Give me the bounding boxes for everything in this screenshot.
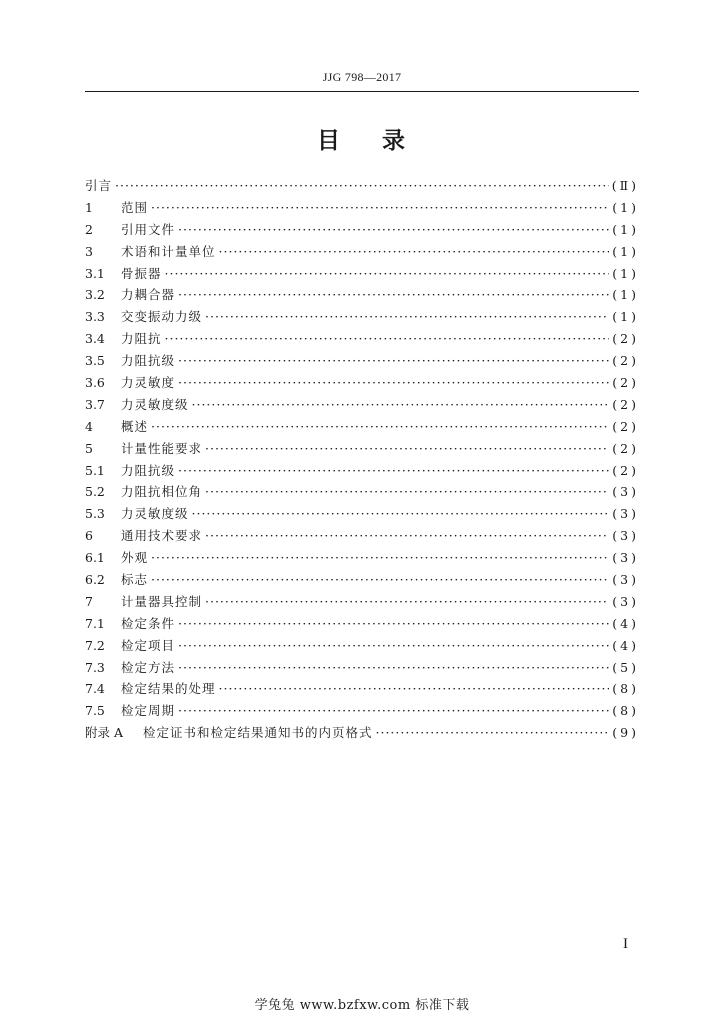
toc-entry-title: 检定周期 bbox=[121, 703, 176, 719]
toc-list bbox=[85, 175, 639, 744]
toc-entry-title: 力灵敏度 bbox=[121, 375, 176, 391]
toc-entry-number: 6.2 bbox=[85, 572, 105, 588]
toc-entry-title: 概述 bbox=[121, 418, 149, 434]
toc-entry[interactable] bbox=[85, 635, 639, 657]
toc-entry-page: (1) bbox=[612, 221, 639, 237]
toc-entry[interactable] bbox=[85, 722, 639, 744]
toc-entry-page: (3) bbox=[612, 593, 639, 609]
toc-entry[interactable] bbox=[85, 569, 639, 591]
toc-entry[interactable] bbox=[85, 438, 639, 460]
toc-entry[interactable] bbox=[85, 481, 639, 503]
toc-entry-number: 5.2 bbox=[85, 484, 105, 500]
toc-entry-number: 3.7 bbox=[85, 396, 105, 412]
toc-entry-page: (3) bbox=[612, 550, 639, 566]
toc-entry-number: 1 bbox=[85, 199, 93, 215]
toc-entry-number: 6.1 bbox=[85, 550, 105, 566]
toc-leader-dots bbox=[178, 284, 609, 306]
toc-entry[interactable] bbox=[85, 241, 639, 263]
toc-leader-dots bbox=[178, 613, 609, 635]
toc-entry-number: 7.4 bbox=[85, 681, 105, 697]
toc-entry-page: (1) bbox=[612, 309, 639, 325]
toc-entry[interactable] bbox=[85, 175, 639, 197]
toc-entry[interactable] bbox=[85, 613, 639, 635]
toc-entry-page: (2) bbox=[612, 331, 639, 347]
toc-leader-dots bbox=[192, 394, 610, 416]
toc-entry-number: 3.3 bbox=[85, 309, 105, 325]
toc-leader-dots bbox=[178, 219, 609, 241]
toc-entry[interactable] bbox=[85, 525, 639, 547]
toc-entry-page: (8) bbox=[612, 703, 639, 719]
toc-leader-dots bbox=[205, 481, 609, 503]
toc-entry-page: (3) bbox=[612, 484, 639, 500]
toc-entry-title: 力耦合器 bbox=[121, 287, 176, 303]
toc-entry-title: 检定项目 bbox=[121, 637, 176, 653]
toc-entry[interactable] bbox=[85, 284, 639, 306]
toc-leader-dots bbox=[151, 197, 609, 219]
toc-entry-page: (3) bbox=[612, 572, 639, 588]
toc-entry[interactable] bbox=[85, 350, 639, 372]
toc-leader-dots bbox=[178, 635, 609, 657]
toc-entry-page: (2) bbox=[612, 418, 639, 434]
toc-entry-number: 3.5 bbox=[85, 353, 105, 369]
toc-entry-number: 7.5 bbox=[85, 703, 105, 719]
toc-entry[interactable] bbox=[85, 547, 639, 569]
toc-entry-page: (2) bbox=[612, 440, 639, 456]
toc-entry-title: 检定证书和检定结果通知书的内页格式 bbox=[143, 725, 373, 741]
toc-entry-title: 力灵敏度级 bbox=[121, 506, 189, 522]
toc-entry-title: 检定结果的处理 bbox=[121, 681, 216, 697]
toc-entry[interactable] bbox=[85, 197, 639, 219]
toc-entry-title: 术语和计量单位 bbox=[121, 243, 216, 259]
toc-entry-page: (2) bbox=[612, 396, 639, 412]
toc-leader-dots bbox=[151, 569, 609, 591]
toc-entry-page: (4) bbox=[612, 615, 639, 631]
toc-entry[interactable] bbox=[85, 328, 639, 350]
toc-entry-title: 力阻抗级 bbox=[121, 462, 176, 478]
toc-entry-number: 2 bbox=[85, 221, 93, 237]
toc-entry-number: 4 bbox=[85, 418, 93, 434]
document-code: JJG 798—2017 bbox=[322, 70, 402, 84]
toc-entry-title: 引言 bbox=[85, 178, 113, 193]
header-rule bbox=[85, 91, 639, 92]
toc-entry-title: 力阻抗 bbox=[121, 331, 162, 347]
toc-entry[interactable] bbox=[85, 394, 639, 416]
toc-leader-dots bbox=[376, 722, 610, 744]
toc-entry-title: 范围 bbox=[121, 199, 149, 215]
toc-entry-page: (2) bbox=[612, 375, 639, 391]
toc-entry-number: 5 bbox=[85, 440, 93, 456]
toc-entry-title: 力灵敏度级 bbox=[121, 396, 189, 412]
toc-entry-number: 5.3 bbox=[85, 506, 105, 522]
toc-entry-page: (4) bbox=[612, 637, 639, 653]
toc-title-part2: 录 bbox=[382, 127, 407, 154]
toc-entry[interactable] bbox=[85, 503, 639, 525]
toc-leader-dots bbox=[165, 328, 610, 350]
toc-entry-title: 骨振器 bbox=[121, 265, 162, 281]
toc-entry-page: (1) bbox=[612, 265, 639, 281]
toc-leader-dots bbox=[178, 460, 609, 482]
toc-leader-dots bbox=[205, 438, 609, 460]
toc-entry[interactable] bbox=[85, 700, 639, 722]
toc-entry-title: 计量器具控制 bbox=[121, 593, 203, 609]
toc-title bbox=[0, 122, 724, 155]
toc-entry-title: 标志 bbox=[121, 572, 149, 588]
toc-entry-title: 引用文件 bbox=[121, 221, 176, 237]
toc-entry-page: (2) bbox=[612, 462, 639, 478]
toc-leader-dots bbox=[178, 372, 609, 394]
toc-entry-number: 3 bbox=[85, 243, 93, 259]
toc-entry-number: 3.4 bbox=[85, 331, 105, 347]
toc-leader-dots bbox=[115, 175, 609, 197]
toc-entry[interactable] bbox=[85, 372, 639, 394]
toc-entry-title: 交变振动力级 bbox=[121, 309, 203, 325]
toc-entry-page: (2) bbox=[612, 353, 639, 369]
toc-leader-dots bbox=[205, 591, 609, 613]
toc-entry-page: (5) bbox=[612, 659, 639, 675]
toc-leader-dots bbox=[178, 350, 609, 372]
toc-entry-number: 7.3 bbox=[85, 659, 105, 675]
toc-leader-dots bbox=[205, 525, 609, 547]
toc-entry-title: 外观 bbox=[121, 550, 149, 566]
toc-entry-number: 6 bbox=[85, 528, 93, 544]
toc-entry[interactable] bbox=[85, 591, 639, 613]
toc-entry-page: (1) bbox=[612, 243, 639, 259]
footer-watermark: 学兔兔 www.bzfxw.com 标准下载 bbox=[254, 998, 470, 1013]
toc-entry[interactable] bbox=[85, 263, 639, 285]
toc-entry-title: 检定条件 bbox=[121, 615, 176, 631]
toc-entry-number: 3.2 bbox=[85, 287, 105, 303]
toc-title-part1: 目 bbox=[317, 127, 342, 154]
toc-entry[interactable] bbox=[85, 416, 639, 438]
toc-entry[interactable] bbox=[85, 306, 639, 328]
toc-leader-dots bbox=[219, 678, 610, 700]
toc-entry-title: 通用技术要求 bbox=[121, 528, 203, 544]
toc-entry-title: 力阻抗级 bbox=[121, 353, 176, 369]
toc-entry-number: 5.1 bbox=[85, 462, 105, 478]
toc-entry-number: 7.1 bbox=[85, 615, 105, 631]
toc-entry-number: 7 bbox=[85, 593, 93, 609]
toc-entry-number: 7.2 bbox=[85, 637, 105, 653]
toc-leader-dots bbox=[178, 657, 609, 679]
toc-entry-title: 力阻抗相位角 bbox=[121, 484, 203, 500]
toc-leader-dots bbox=[165, 263, 610, 285]
toc-leader-dots bbox=[151, 547, 609, 569]
toc-entry[interactable] bbox=[85, 678, 639, 700]
toc-entry[interactable] bbox=[85, 657, 639, 679]
toc-entry-page: (1) bbox=[612, 199, 639, 215]
toc-leader-dots bbox=[151, 416, 609, 438]
toc-entry-page: (Ⅱ) bbox=[611, 178, 639, 193]
toc-entry[interactable] bbox=[85, 460, 639, 482]
toc-leader-dots bbox=[192, 503, 610, 525]
toc-entry[interactable] bbox=[85, 219, 639, 241]
toc-entry-page: (3) bbox=[612, 528, 639, 544]
toc-entry-number: 3.6 bbox=[85, 375, 105, 391]
toc-leader-dots bbox=[219, 241, 610, 263]
toc-leader-dots bbox=[178, 700, 609, 722]
toc-entry-page: (3) bbox=[612, 506, 639, 522]
toc-entry-title: 检定方法 bbox=[121, 659, 176, 675]
toc-entry-page: (1) bbox=[612, 287, 639, 303]
toc-leader-dots bbox=[205, 306, 609, 328]
page-number: I bbox=[623, 936, 628, 952]
toc-entry-title: 计量性能要求 bbox=[121, 440, 203, 456]
toc-entry-page: (8) bbox=[612, 681, 639, 697]
toc-entry-number: 附录 A bbox=[85, 725, 124, 741]
toc-entry-page: (9) bbox=[612, 725, 639, 741]
toc-entry-number: 3.1 bbox=[85, 265, 105, 281]
